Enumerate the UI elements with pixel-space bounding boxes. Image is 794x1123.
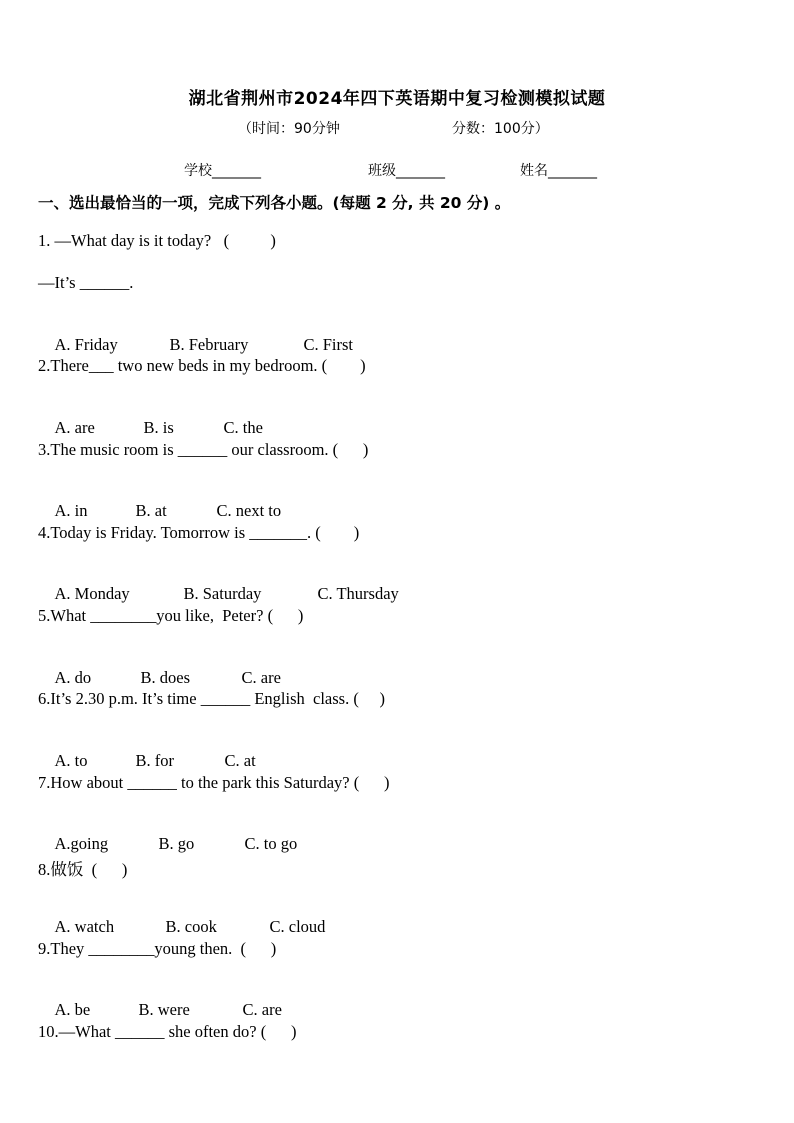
question-9-stem: 9.They ________young then. ( ) — [38, 939, 277, 958]
option-b: B. February — [169, 335, 249, 354]
question-4-stem: 4.Today is Friday. Tomorrow is _______. ( ) — [38, 523, 360, 542]
option-b: B. were — [138, 1000, 190, 1019]
option-c: C. next to — [216, 501, 282, 520]
question-1-stem: 1. —What day is it today? ( ) — [38, 231, 276, 250]
option-b: B. for — [135, 751, 174, 770]
question-7-stem: 7.How about ______ to the park this Saturday? ( ) — [38, 773, 390, 792]
question-8-stem: 8.做饭 ( ) — [38, 860, 128, 879]
school-field: 学校_______ — [184, 163, 261, 179]
name-field: 姓名_______ — [520, 163, 597, 179]
option-a: A. Friday — [54, 335, 118, 354]
question-6-stem: 6.It’s 2.30 p.m. It’s time ______ English class. ( ) — [38, 689, 385, 708]
question-2-stem: 2.There___ two new beds in my bedroom. ( ) — [38, 356, 366, 375]
question-1-stem-reply: —It’s ______. — [38, 273, 134, 292]
option-a: A. do — [54, 668, 92, 687]
option-c: C. First — [303, 335, 354, 354]
option-a: A. Monday — [54, 584, 130, 603]
exam-title: 湖北省荆州市2024年四下英语期中复习检测模拟试题 — [188, 89, 606, 109]
time-limit: （时间：90分钟 — [238, 121, 340, 137]
total-score: 分数：100分） — [452, 121, 549, 137]
class-field: 班级_______ — [368, 163, 445, 179]
option-c: C. to go — [244, 834, 298, 853]
option-b: B. is — [143, 418, 174, 437]
option-a: A. be — [54, 1000, 91, 1019]
option-b: B. Saturday — [183, 584, 262, 603]
option-c: C. at — [224, 751, 256, 770]
option-a: A. in — [54, 501, 88, 520]
question-3-stem: 3.The music room is ______ our classroom. ( ) — [38, 440, 369, 459]
option-c: C. are — [241, 668, 281, 687]
question-10-stem: 10.—What ______ she often do? ( ) — [38, 1022, 297, 1041]
option-a: A. to — [54, 751, 88, 770]
option-b: B. cook — [165, 917, 217, 936]
option-b: B. go — [158, 834, 195, 853]
option-a: A.going — [54, 834, 109, 853]
option-b: B. at — [135, 501, 167, 520]
option-c: C. are — [242, 1000, 282, 1019]
option-a: A. watch — [54, 917, 115, 936]
option-c: C. Thursday — [317, 584, 399, 603]
option-b: B. does — [140, 668, 190, 687]
question-5-stem: 5.What ________you like, Peter? ( ) — [38, 606, 304, 625]
option-a: A. are — [54, 418, 95, 437]
option-c: C. the — [223, 418, 263, 437]
option-c: C. cloud — [269, 917, 326, 936]
section-heading: 一、选出最恰当的一项，完成下列各小题。(每题 2 分, 共 20 分) 。 — [38, 194, 511, 212]
